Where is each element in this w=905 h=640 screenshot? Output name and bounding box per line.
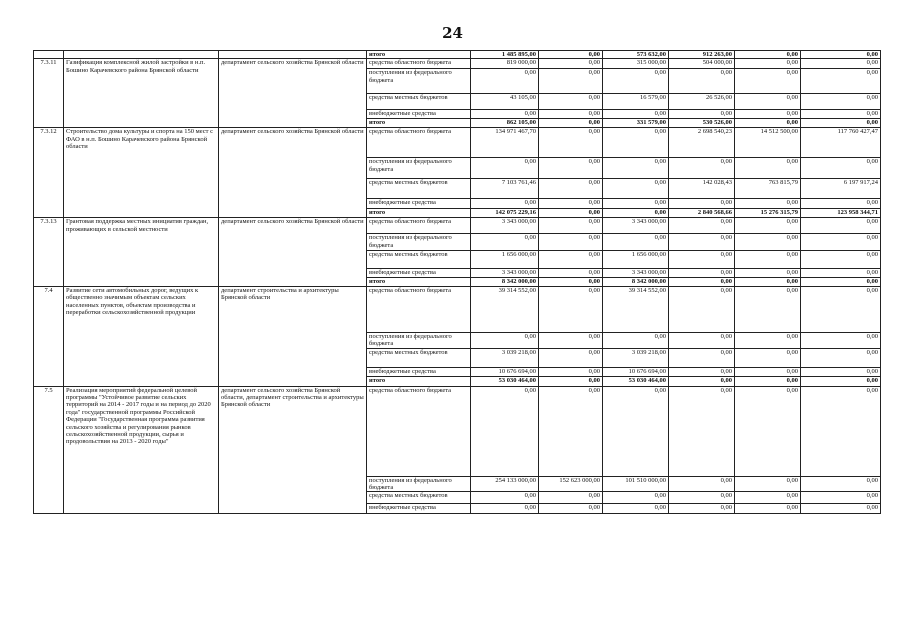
amount-cell: 0,00: [801, 269, 881, 278]
amount-cell: 0,00: [539, 128, 603, 158]
amount-cell: 0,00: [801, 504, 881, 514]
blank-cell: [34, 51, 64, 59]
amount-cell: 0,00: [669, 69, 735, 94]
amount-cell: 0,00: [669, 386, 735, 476]
amount-cell: 43 105,00: [471, 94, 539, 110]
amount-cell: 0,00: [539, 348, 603, 367]
amount-cell: 0,00: [539, 376, 603, 386]
amount-cell: 0,00: [801, 110, 881, 119]
amount-cell: 0,00: [801, 367, 881, 376]
amount-cell: 254 133 000,00: [471, 476, 539, 492]
item-title: Газификация комплексной жилой застройки в н.п. Бошино Карачевского района Брянской области: [64, 59, 219, 128]
amount-cell: 142 028,43: [669, 179, 735, 199]
amount-cell: 0,00: [735, 286, 801, 332]
amount-cell: 123 958 344,71: [801, 209, 881, 218]
amount-cell: 10 676 694,00: [603, 367, 669, 376]
amount-cell: 0,00: [735, 110, 801, 119]
amount-cell: 3 343 000,00: [603, 269, 669, 278]
amount-cell: 0,00: [801, 51, 881, 59]
item-title: Строительство дома культуры и спорта на 150 мест с ФАО в н.п. Бошино Карачевского района Брянской области: [64, 128, 219, 218]
amount-cell: 14 512 500,00: [735, 128, 801, 158]
funding-row: [34, 286, 881, 332]
amount-cell: 0,00: [735, 251, 801, 269]
amount-cell: 862 105,00: [471, 119, 539, 128]
amount-cell: 0,00: [539, 218, 603, 234]
amount-cell: 2 840 568,66: [669, 209, 735, 218]
amount-cell: 0,00: [735, 348, 801, 367]
amount-cell: 0,00: [735, 158, 801, 179]
source-cell: итого: [367, 376, 471, 386]
blank-cell: [219, 51, 367, 59]
amount-cell: 0,00: [669, 492, 735, 504]
amount-cell: 0,00: [603, 234, 669, 251]
amount-cell: 0,00: [735, 386, 801, 476]
source-cell: внебюджетные средства: [367, 269, 471, 278]
amount-cell: 0,00: [471, 69, 539, 94]
budget-table: [33, 50, 881, 514]
amount-cell: 0,00: [735, 269, 801, 278]
amount-cell: 0,00: [669, 199, 735, 209]
amount-cell: 0,00: [603, 69, 669, 94]
amount-cell: 0,00: [539, 286, 603, 332]
amount-cell: 152 623 000,00: [539, 476, 603, 492]
funding-row: [34, 59, 881, 69]
amount-cell: 0,00: [801, 476, 881, 492]
amount-cell: 134 971 467,70: [471, 128, 539, 158]
amount-cell: 0,00: [539, 504, 603, 514]
amount-cell: 0,00: [801, 94, 881, 110]
source-cell: средства местных бюджетов: [367, 179, 471, 199]
amount-cell: 6 197 917,24: [801, 179, 881, 199]
amount-cell: 0,00: [539, 269, 603, 278]
amount-cell: 0,00: [801, 332, 881, 348]
amount-cell: 0,00: [735, 367, 801, 376]
amount-cell: 2 698 540,23: [669, 128, 735, 158]
amount-cell: 0,00: [801, 199, 881, 209]
funding-row: [34, 128, 881, 158]
amount-cell: 0,00: [801, 386, 881, 476]
amount-cell: 0,00: [801, 348, 881, 367]
amount-cell: 0,00: [801, 158, 881, 179]
amount-cell: 0,00: [669, 367, 735, 376]
amount-cell: 0,00: [669, 348, 735, 367]
amount-cell: 0,00: [471, 158, 539, 179]
source-cell: средства местных бюджетов: [367, 492, 471, 504]
amount-cell: 0,00: [539, 59, 603, 69]
amount-cell: 0,00: [603, 492, 669, 504]
amount-cell: 0,00: [603, 158, 669, 179]
source-cell: средства областного бюджета: [367, 59, 471, 69]
source-cell: внебюджетные средства: [367, 110, 471, 119]
amount-cell: 10 676 694,00: [471, 367, 539, 376]
source-cell: средства местных бюджетов: [367, 251, 471, 269]
amount-cell: 0,00: [669, 269, 735, 278]
source-cell: итого: [367, 278, 471, 286]
amount-cell: 39 314 552,00: [603, 286, 669, 332]
amount-cell: 0,00: [471, 110, 539, 119]
amount-cell: 0,00: [603, 504, 669, 514]
amount-cell: 0,00: [471, 199, 539, 209]
source-cell: средства областного бюджета: [367, 218, 471, 234]
source-cell: поступления из федерального бюджета: [367, 332, 471, 348]
amount-cell: 0,00: [539, 251, 603, 269]
amount-cell: 0,00: [539, 278, 603, 286]
amount-cell: 0,00: [735, 234, 801, 251]
source-cell: итого: [367, 119, 471, 128]
amount-cell: 0,00: [735, 492, 801, 504]
amount-cell: 0,00: [735, 376, 801, 386]
amount-cell: 3 039 218,00: [471, 348, 539, 367]
amount-cell: 0,00: [735, 218, 801, 234]
amount-cell: 0,00: [801, 286, 881, 332]
amount-cell: 0,00: [669, 286, 735, 332]
item-executor: департамент сельского хозяйства Брянской области, департамент строительства и архитектуры Брянской области: [219, 386, 367, 514]
amount-cell: 3 039 218,00: [603, 348, 669, 367]
amount-cell: 0,00: [603, 179, 669, 199]
item-code: 7.3.11: [34, 59, 64, 128]
amount-cell: 53 030 464,00: [603, 376, 669, 386]
amount-cell: 142 075 229,16: [471, 209, 539, 218]
amount-cell: 0,00: [539, 199, 603, 209]
amount-cell: 0,00: [669, 476, 735, 492]
amount-cell: 0,00: [801, 119, 881, 128]
item-code: 7.4: [34, 286, 64, 386]
amount-cell: 0,00: [735, 332, 801, 348]
amount-cell: 0,00: [801, 218, 881, 234]
amount-cell: 1 656 000,00: [471, 251, 539, 269]
amount-cell: 0,00: [669, 110, 735, 119]
amount-cell: 0,00: [603, 110, 669, 119]
amount-cell: 0,00: [603, 199, 669, 209]
amount-cell: 101 510 000,00: [603, 476, 669, 492]
item-code: 7.3.13: [34, 218, 64, 286]
amount-cell: 504 000,00: [669, 59, 735, 69]
amount-cell: 1 656 000,00: [603, 251, 669, 269]
amount-cell: 0,00: [603, 209, 669, 218]
amount-cell: 0,00: [539, 94, 603, 110]
amount-cell: 0,00: [603, 128, 669, 158]
amount-cell: 0,00: [801, 251, 881, 269]
source-cell: средства областного бюджета: [367, 286, 471, 332]
amount-cell: 763 815,79: [735, 179, 801, 199]
amount-cell: 0,00: [669, 251, 735, 269]
continued-total-row: [34, 51, 881, 59]
item-code: 7.5: [34, 386, 64, 514]
amount-cell: 0,00: [735, 476, 801, 492]
amount-cell: 0,00: [669, 504, 735, 514]
amount-cell: 26 526,00: [669, 94, 735, 110]
funding-row: [34, 218, 881, 234]
amount-cell: 1 485 895,00: [471, 51, 539, 59]
amount-cell: 117 760 427,47: [801, 128, 881, 158]
amount-cell: 0,00: [539, 69, 603, 94]
amount-cell: 315 000,00: [603, 59, 669, 69]
amount-cell: 0,00: [735, 51, 801, 59]
amount-cell: 0,00: [539, 179, 603, 199]
source-cell: внебюджетные средства: [367, 504, 471, 514]
amount-cell: 0,00: [669, 234, 735, 251]
amount-cell: 0,00: [669, 158, 735, 179]
source-cell: средства областного бюджета: [367, 128, 471, 158]
amount-cell: 0,00: [735, 94, 801, 110]
amount-cell: 912 263,00: [669, 51, 735, 59]
amount-cell: 0,00: [539, 51, 603, 59]
source-cell: итого: [367, 51, 471, 59]
amount-cell: 0,00: [471, 234, 539, 251]
amount-cell: 0,00: [801, 59, 881, 69]
amount-cell: 0,00: [801, 492, 881, 504]
amount-cell: 0,00: [735, 504, 801, 514]
amount-cell: 0,00: [669, 218, 735, 234]
amount-cell: 7 103 761,46: [471, 179, 539, 199]
source-cell: поступления из федерального бюджета: [367, 234, 471, 251]
page-number: 24: [442, 24, 463, 42]
amount-cell: 0,00: [539, 119, 603, 128]
source-cell: поступления из федерального бюджета: [367, 476, 471, 492]
item-executor: департамент сельского хозяйства Брянской области: [219, 128, 367, 218]
amount-cell: 8 342 000,00: [471, 278, 539, 286]
amount-cell: 3 343 000,00: [471, 269, 539, 278]
amount-cell: 331 579,00: [603, 119, 669, 128]
amount-cell: 0,00: [801, 376, 881, 386]
item-executor: департамент сельского хозяйства Брянской области: [219, 59, 367, 128]
amount-cell: 16 579,00: [603, 94, 669, 110]
amount-cell: 0,00: [471, 492, 539, 504]
table-body: [34, 51, 881, 514]
amount-cell: 8 342 000,00: [603, 278, 669, 286]
amount-cell: 53 030 464,00: [471, 376, 539, 386]
source-cell: поступления из федерального бюджета: [367, 69, 471, 94]
source-cell: итого: [367, 209, 471, 218]
amount-cell: 0,00: [539, 234, 603, 251]
amount-cell: 0,00: [801, 234, 881, 251]
amount-cell: 0,00: [539, 367, 603, 376]
amount-cell: 0,00: [539, 158, 603, 179]
item-title: Развитие сети автомобильных дорог, ведущих к общественно значимым объектам сельских населенных пунктов, объектам производства и переработки сельскохозяйственной продукции: [64, 286, 219, 386]
amount-cell: 0,00: [669, 278, 735, 286]
source-cell: средства местных бюджетов: [367, 348, 471, 367]
source-cell: внебюджетные средства: [367, 367, 471, 376]
amount-cell: 530 526,00: [669, 119, 735, 128]
source-cell: внебюджетные средства: [367, 199, 471, 209]
item-executor: департамент строительства и архитектуры Брянской области: [219, 286, 367, 386]
amount-cell: 0,00: [735, 278, 801, 286]
item-executor: департамент сельского хозяйства Брянской области: [219, 218, 367, 286]
item-title: Грантовая поддержка местных инициатив граждан, проживающих в сельской местности: [64, 218, 219, 286]
amount-cell: 0,00: [603, 386, 669, 476]
amount-cell: 819 000,00: [471, 59, 539, 69]
amount-cell: 0,00: [471, 504, 539, 514]
amount-cell: 0,00: [539, 492, 603, 504]
amount-cell: 0,00: [735, 69, 801, 94]
amount-cell: 0,00: [471, 386, 539, 476]
amount-cell: 3 343 000,00: [471, 218, 539, 234]
amount-cell: 0,00: [735, 59, 801, 69]
item-code: 7.3.12: [34, 128, 64, 218]
amount-cell: 573 632,00: [603, 51, 669, 59]
amount-cell: 0,00: [471, 332, 539, 348]
funding-row: [34, 386, 881, 476]
amount-cell: 0,00: [539, 332, 603, 348]
blank-cell: [64, 51, 219, 59]
amount-cell: 15 276 315,79: [735, 209, 801, 218]
amount-cell: 0,00: [539, 110, 603, 119]
amount-cell: 3 343 000,00: [603, 218, 669, 234]
source-cell: средства областного бюджета: [367, 386, 471, 476]
amount-cell: 0,00: [603, 332, 669, 348]
source-cell: средства местных бюджетов: [367, 94, 471, 110]
amount-cell: 0,00: [735, 199, 801, 209]
amount-cell: 0,00: [539, 209, 603, 218]
amount-cell: 0,00: [801, 69, 881, 94]
amount-cell: 0,00: [669, 332, 735, 348]
amount-cell: 0,00: [735, 119, 801, 128]
item-title: Реализация мероприятий федеральной целевой программы "Устойчивое развитие сельских территорий на 2014 - 2017 годы и на период до 2020 года" государственной программы Российской Федерации "Государственная программа развития сельского хозяйства и регулирования рынков сельскохозяйственной продукции, сырья и продовольствия на 2013 - 2020 годы": [64, 386, 219, 514]
amount-cell: 0,00: [669, 376, 735, 386]
amount-cell: 0,00: [801, 278, 881, 286]
amount-cell: 0,00: [539, 386, 603, 476]
amount-cell: 39 314 552,00: [471, 286, 539, 332]
source-cell: поступления из федерального бюджета: [367, 158, 471, 179]
